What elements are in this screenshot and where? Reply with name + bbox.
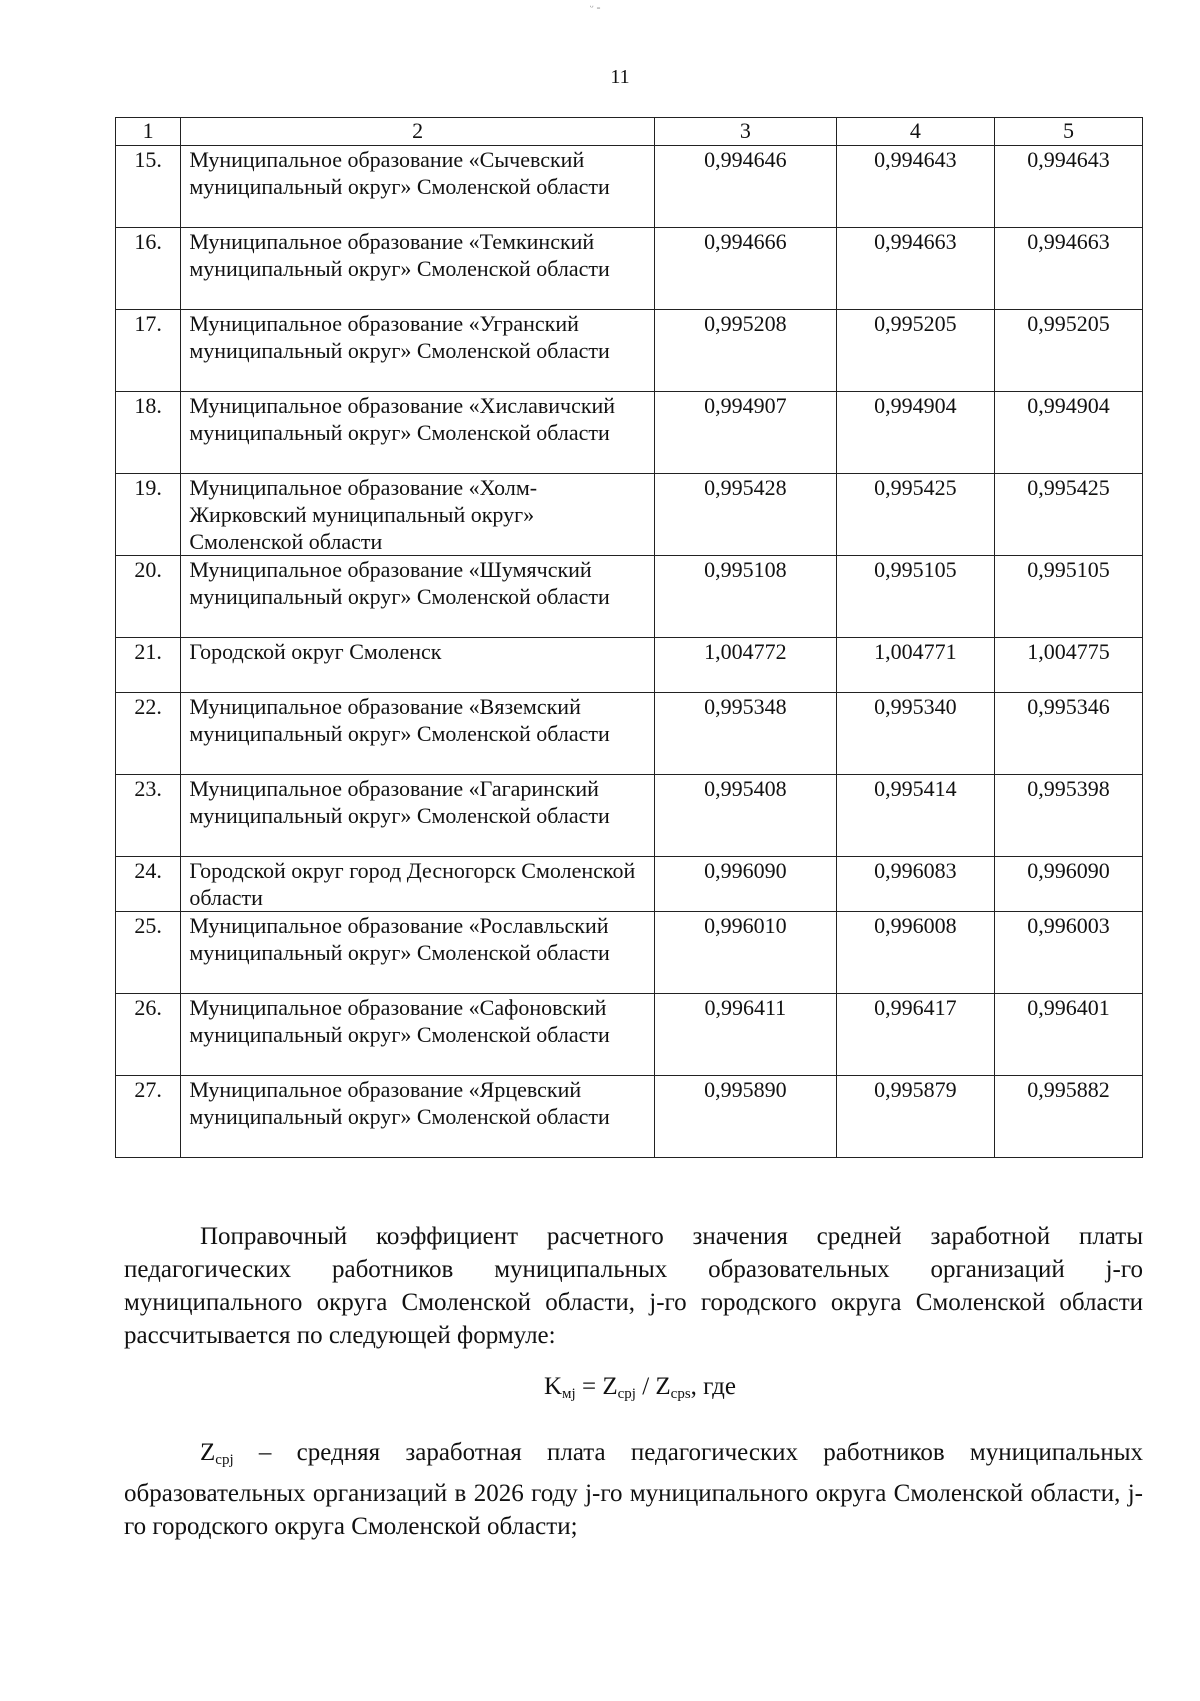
- page-number: 11: [610, 66, 630, 88]
- table-row: [116, 994, 1143, 1076]
- paragraph2-text: – средняя заработная плата педагогических работников муниципальных образовательных организаций в 2026 году j-го муниципального округа Смоленской области, j-го городского округа Смоленской области;: [124, 1439, 1143, 1540]
- table-row: [116, 1076, 1143, 1158]
- header-cell: 3: [655, 118, 837, 146]
- value-col5: 0,996003: [994, 912, 1142, 994]
- table-header-row: [116, 118, 1143, 146]
- value-col3: 0,994646: [655, 146, 837, 228]
- header-cell: 1: [116, 118, 181, 146]
- value-col5: 0,995105: [994, 556, 1142, 638]
- value-col3: 0,994666: [655, 228, 837, 310]
- coefficients-table: [115, 117, 1143, 1158]
- value-col4: 0,994904: [836, 392, 994, 474]
- row-number: 18.: [116, 392, 181, 474]
- header-cell: 2: [181, 118, 655, 146]
- paragraph-coefficient-description: [124, 1220, 1143, 1352]
- formula: [0, 1373, 1200, 1403]
- row-number: 15.: [116, 146, 181, 228]
- row-number: 22.: [116, 693, 181, 775]
- table-row: [116, 775, 1143, 857]
- value-col3: 0,995428: [655, 474, 837, 556]
- table-row: [116, 392, 1143, 474]
- value-col3: 0,996010: [655, 912, 837, 994]
- row-number: 23.: [116, 775, 181, 857]
- value-col4: 0,995879: [836, 1076, 994, 1158]
- zcpj-term-sub: срj: [215, 1452, 234, 1468]
- table-row: [116, 310, 1143, 392]
- row-number: 16.: [116, 228, 181, 310]
- value-col3: 0,996411: [655, 994, 837, 1076]
- value-col3: 0,995408: [655, 775, 837, 857]
- municipality-name: Муниципальное образование «Холм-Жирковский муниципальный округ» Смоленской области: [181, 474, 655, 556]
- row-number: 19.: [116, 474, 181, 556]
- value-col5: 0,994663: [994, 228, 1142, 310]
- row-number: 27.: [116, 1076, 181, 1158]
- value-col3: 0,996090: [655, 857, 837, 912]
- value-col5: 0,995425: [994, 474, 1142, 556]
- value-col5: 1,004775: [994, 638, 1142, 693]
- paragraph-zcpj-definition: [124, 1436, 1143, 1543]
- value-col5: 0,994643: [994, 146, 1142, 228]
- municipality-name: Муниципальное образование «Ярцевский муниципальный округ» Смоленской области: [181, 1076, 655, 1158]
- row-number: 26.: [116, 994, 181, 1076]
- table-row: [116, 693, 1143, 775]
- scan-mark: ᵕ -: [590, 0, 601, 14]
- table-row: [116, 912, 1143, 994]
- value-col3: 0,995208: [655, 310, 837, 392]
- value-col3: 0,995108: [655, 556, 837, 638]
- value-col4: 0,994643: [836, 146, 994, 228]
- municipality-name: Муниципальное образование «Рославльский муниципальный округ» Смоленской области: [181, 912, 655, 994]
- value-col5: 0,995882: [994, 1076, 1142, 1158]
- table-row: [116, 146, 1143, 228]
- formula-eq: =: [575, 1373, 603, 1400]
- value-col4: 0,995205: [836, 310, 994, 392]
- value-col4: 0,995105: [836, 556, 994, 638]
- value-col5: 0,995398: [994, 775, 1142, 857]
- formula-slash: /: [635, 1373, 656, 1400]
- value-col4: 0,995340: [836, 693, 994, 775]
- value-col5: 0,995205: [994, 310, 1142, 392]
- value-col4: 0,996083: [836, 857, 994, 912]
- municipality-name: Городской округ Смоленск: [181, 638, 655, 693]
- municipality-name: Муниципальное образование «Хиславичский муниципальный округ» Смоленской области: [181, 392, 655, 474]
- formula-tail: , где: [690, 1373, 736, 1400]
- value-col4: 0,994663: [836, 228, 994, 310]
- row-number: 21.: [116, 638, 181, 693]
- table-row: [116, 638, 1143, 693]
- value-col4: 0,995425: [836, 474, 994, 556]
- paragraph1-text: Поправочный коэффициент расчетного значения средней заработной платы педагогических работников муниципальных образовательных организаций j-го муниципального округа Смоленской области, j-го городского округа Смоленской области рассчитывается по следующей формуле:: [124, 1223, 1143, 1349]
- table-row: [116, 228, 1143, 310]
- value-col4: 0,995414: [836, 775, 994, 857]
- row-number: 24.: [116, 857, 181, 912]
- row-number: 20.: [116, 556, 181, 638]
- municipality-name: Муниципальное образование «Темкинский муниципальный округ» Смоленской области: [181, 228, 655, 310]
- formula-k: K: [543, 1373, 563, 1400]
- formula-z1: Z: [602, 1373, 618, 1400]
- table-row: [116, 474, 1143, 556]
- value-col5: 0,996090: [994, 857, 1142, 912]
- value-col5: 0,995346: [994, 693, 1142, 775]
- municipality-name: Муниципальное образование «Сычевский муниципальный округ» Смоленской области: [181, 146, 655, 228]
- formula-z1-sub: срj: [617, 1386, 636, 1402]
- zcpj-term: Z: [200, 1439, 216, 1466]
- municipality-name: Муниципальное образование «Шумячский муниципальный округ» Смоленской области: [181, 556, 655, 638]
- municipality-name: Городской округ город Десногорск Смоленской области: [181, 857, 655, 912]
- value-col3: 0,994907: [655, 392, 837, 474]
- header-cell: 4: [836, 118, 994, 146]
- formula-k-sub: мj: [562, 1386, 576, 1402]
- value-col5: 0,994904: [994, 392, 1142, 474]
- value-col4: 0,996008: [836, 912, 994, 994]
- table-row: [116, 556, 1143, 638]
- value-col3: 0,995348: [655, 693, 837, 775]
- row-number: 25.: [116, 912, 181, 994]
- value-col4: 1,004771: [836, 638, 994, 693]
- value-col4: 0,996417: [836, 994, 994, 1076]
- municipality-name: Муниципальное образование «Угранский муниципальный округ» Смоленской области: [181, 310, 655, 392]
- municipality-name: Муниципальное образование «Гагаринский муниципальный округ» Смоленской области: [181, 775, 655, 857]
- row-number: 17.: [116, 310, 181, 392]
- value-col3: 1,004772: [655, 638, 837, 693]
- municipality-name: Муниципальное образование «Вяземский муниципальный округ» Смоленской области: [181, 693, 655, 775]
- value-col3: 0,995890: [655, 1076, 837, 1158]
- formula-z2: Z: [655, 1373, 671, 1400]
- formula-z2-sub: срs: [670, 1386, 691, 1402]
- header-cell: 5: [994, 118, 1142, 146]
- table-row: [116, 857, 1143, 912]
- value-col5: 0,996401: [994, 994, 1142, 1076]
- municipality-name: Муниципальное образование «Сафоновский муниципальный округ» Смоленской области: [181, 994, 655, 1076]
